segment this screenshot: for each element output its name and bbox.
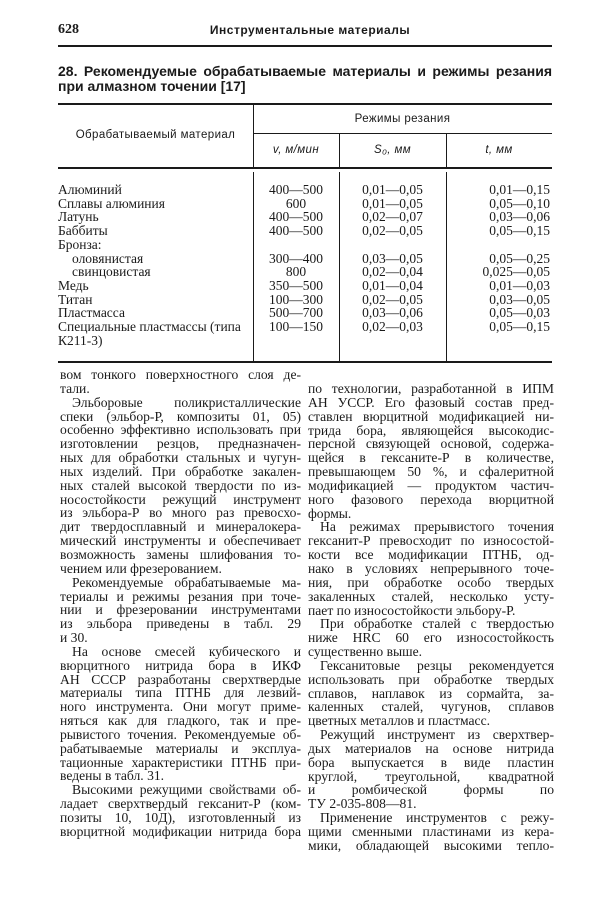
text-line: из эльбора приведены в табл. 29 bbox=[60, 616, 301, 632]
table-cell-s: 0,01—0,05 bbox=[362, 195, 423, 211]
text-line: цветных металлов и пластмасс. bbox=[308, 713, 491, 729]
table-cell-s: 0,02—0,04 bbox=[362, 264, 423, 280]
table-cell-s: 0,02—0,03 bbox=[362, 319, 423, 334]
table-cell-material: Титан bbox=[58, 291, 93, 307]
table-header-rule bbox=[58, 167, 552, 169]
text-line: персной связующей основой, содержа- bbox=[308, 436, 554, 452]
text-line: сплавов, наплавок из сормайта, за- bbox=[308, 685, 554, 701]
header-t: t, мм bbox=[485, 144, 513, 156]
text-line: тационные характеристики ПТНБ при- bbox=[60, 754, 301, 770]
text-line: и ромбической формы по bbox=[308, 782, 554, 798]
table-cell-t: 0,025—0,05 bbox=[482, 264, 550, 280]
table-cell-s: 0,02—0,05 bbox=[362, 223, 423, 239]
table-cell-v: 800 bbox=[285, 264, 307, 280]
table-caption: 28. Рекомендуемые обрабатываемые материалы и режимы резания при алмазном точении [17] bbox=[58, 63, 552, 94]
text-line: модификацией — продуктом частич- bbox=[308, 477, 554, 493]
text-line: использовать при обработке твердых bbox=[308, 671, 554, 687]
header-s: S₀, мм bbox=[373, 144, 412, 156]
table-cell-material: Бронза: bbox=[58, 236, 102, 252]
table-cell-v: 400—500 bbox=[269, 223, 323, 239]
text-line: вом тонкого поверхностного слоя де- bbox=[60, 367, 301, 382]
text-line: щейся в гексаните-Р в количестве, bbox=[308, 450, 554, 466]
text-line: АН УССР. Его фазовый состав пред- bbox=[308, 394, 554, 410]
text-line: превышающем 50 %, и сфалеритной bbox=[308, 464, 554, 480]
table-cell-s: 0,01—0,05 bbox=[362, 182, 423, 197]
table-cell-s: 0,02—0,07 bbox=[362, 209, 423, 225]
table-cell-material: Пластмасса bbox=[58, 305, 125, 321]
table-cell-v: 400—500 bbox=[269, 182, 323, 197]
table-cell-v: 500—700 bbox=[269, 305, 323, 321]
table-cell-t: 0,05—0,10 bbox=[489, 195, 550, 211]
left-text-column bbox=[60, 368, 301, 839]
table-cell-t: 0,05—0,15 bbox=[489, 319, 550, 334]
table-cell-v: 100—150 bbox=[269, 319, 323, 334]
text-line: гексанит-Р превосходит по износостой- bbox=[308, 533, 554, 549]
text-line: Эльборовые поликристаллические bbox=[72, 394, 301, 410]
text-line: изготовлении резцов, предназначен- bbox=[60, 436, 301, 452]
text-line: позиты 10, 10Д), изготовленный из bbox=[60, 810, 301, 825]
text-line: Высокими режущими свойствами об- bbox=[72, 782, 301, 798]
table-cell-material: оловянистая bbox=[72, 250, 144, 266]
table-cell-t: 0,03—0,06 bbox=[489, 209, 550, 225]
text-line: материалы типа ПТНБ для лезвий- bbox=[60, 685, 301, 701]
table-cell-material: К211-3) bbox=[58, 332, 103, 348]
text-line: нако в условиях непрерывного точе- bbox=[308, 560, 554, 576]
table-cell-s: 0,03—0,05 bbox=[362, 250, 423, 266]
text-line: Рекомендуемые обрабатываемые ма- bbox=[72, 574, 301, 590]
text-line: ных сталей высокой твердости по из- bbox=[60, 477, 301, 493]
table-cell-s: 0,02—0,05 bbox=[362, 291, 423, 307]
text-line: ного инструмента. Они могут приме- bbox=[60, 699, 301, 715]
text-line: щими сменными пластинами из кера- bbox=[308, 824, 554, 839]
table-cell-t: 0,05—0,15 bbox=[489, 223, 550, 239]
table-cell-material: Баббиты bbox=[58, 223, 108, 239]
group-rule bbox=[253, 133, 552, 134]
text-line: возможность замены шлифования то- bbox=[60, 546, 301, 562]
text-line: териалы и режимы резания при точе- bbox=[60, 588, 301, 604]
text-line: ных изделий. При обработке закален- bbox=[60, 463, 301, 479]
text-line: формы. bbox=[308, 505, 352, 521]
text-line: дит твердосплавный и минералокера- bbox=[60, 519, 301, 535]
header-material: Обрабатываемый материал bbox=[75, 129, 236, 141]
text-line: особенно эффективно использовать при bbox=[60, 422, 301, 438]
table-cell-v: 100—300 bbox=[269, 291, 323, 307]
table-cell-s: 0,03—0,06 bbox=[362, 305, 423, 321]
page-number: 628 bbox=[58, 22, 79, 37]
text-line: нии и фрезеровании инструментами bbox=[60, 602, 301, 618]
text-line: вюрцитной модификации нитрида бора bbox=[60, 823, 301, 839]
header-v: v, м/мин bbox=[272, 144, 320, 156]
text-line: На основе смесей кубического и bbox=[72, 643, 301, 659]
text-line: ния, при обработке особо твердых bbox=[308, 574, 554, 590]
table-cell-t: 0,03—0,05 bbox=[489, 291, 550, 307]
table-cell-t: 0,05—0,03 bbox=[489, 305, 550, 321]
table-cell-material: свинцовистая bbox=[72, 264, 151, 280]
text-line: трида бора, являющейся высокодис- bbox=[308, 422, 554, 438]
table-cell-material: Сплавы алюминия bbox=[58, 195, 165, 211]
text-line: существенно выше. bbox=[308, 644, 423, 660]
text-line: спеки (эльбор-Р, композиты 01, 05) bbox=[60, 408, 301, 424]
table-cell-material: Медь bbox=[58, 277, 89, 293]
table-cell-t: 0,05—0,25 bbox=[489, 250, 550, 266]
text-line: ведены в табл. 31. bbox=[60, 768, 165, 784]
text-line: Режущий инструмент из сверхтвер- bbox=[320, 727, 554, 743]
text-line: и 30. bbox=[60, 630, 88, 646]
running-title: Инструментальные материалы bbox=[209, 23, 411, 37]
text-line: каленных сталей, чугунов, сплавов bbox=[308, 699, 554, 715]
table-cell-t: 0,01—0,03 bbox=[489, 277, 550, 293]
text-line: дых материалов на основе нитрида bbox=[308, 740, 554, 756]
header-rule bbox=[58, 45, 552, 47]
text-line: ного фазового перехода вюрцитной bbox=[308, 491, 554, 507]
text-line: ТУ 2-035-808—81. bbox=[308, 796, 417, 812]
table-cell-v: 400—500 bbox=[269, 209, 323, 225]
header-group: Режимы резания bbox=[354, 113, 451, 125]
text-line: На режимах прерывистого точения bbox=[320, 519, 554, 535]
text-line: вюрцитного нитрида бора в ИКФ bbox=[60, 657, 301, 673]
table-bottom-rule bbox=[58, 361, 552, 363]
table-cell-s: 0,01—0,04 bbox=[362, 277, 423, 293]
text-line: тали. bbox=[60, 380, 90, 396]
table-cell-v: 350—500 bbox=[269, 277, 323, 293]
text-line: ладает сверхтвердый гексанит-Р (ком- bbox=[60, 796, 301, 812]
table-cell-v: 300—400 bbox=[269, 250, 323, 266]
text-line: круглой, треугольной, квадратной bbox=[308, 768, 554, 784]
text-line: носостойкости режущий инструмент bbox=[60, 491, 301, 507]
text-line: рывистого точения. Рекомендуемые об- bbox=[60, 726, 301, 742]
table-cell-material: Латунь bbox=[58, 209, 99, 225]
text-line: из эльбора-Р во много раз превосхо- bbox=[60, 505, 301, 521]
text-line: При обработке сталей с твердостью bbox=[320, 616, 554, 632]
text-line: кости все модификации ПТНБ, од- bbox=[308, 547, 554, 563]
text-line: АН СССР разработаны сверхтвердые bbox=[60, 671, 301, 687]
text-line: мики, обладающей высокими тепло- bbox=[308, 837, 554, 853]
text-line: ных для обработки стальных и чугун- bbox=[60, 450, 301, 466]
table-top-rule bbox=[58, 103, 552, 105]
text-line: ниже HRC 60 его износостойкость bbox=[308, 630, 554, 646]
table-cell-v: 600 bbox=[285, 195, 307, 211]
table-cell-material: Специальные пластмассы (типа bbox=[58, 319, 241, 334]
text-line: чением или фрезерованием. bbox=[60, 560, 222, 576]
right-text-column bbox=[308, 382, 554, 853]
text-line: закаленных сталей, несколько усту- bbox=[308, 588, 554, 604]
text-line: рабатываемые материалы и эксплуа- bbox=[60, 740, 301, 756]
text-line: ставлен вюрцитной модификацией ни- bbox=[308, 408, 554, 424]
table-cell-material: Алюминий bbox=[58, 182, 122, 197]
text-line: пает по износостойкости эльбору-Р. bbox=[308, 602, 516, 618]
text-line: бора выпускается в виде пластин bbox=[308, 754, 554, 770]
text-line: Применение инструментов с режу- bbox=[320, 810, 554, 826]
table-cell-t: 0,01—0,15 bbox=[489, 182, 550, 197]
text-line: мический инструменты и обеспечивает bbox=[60, 533, 301, 549]
text-line: няться как для гладкого, так и пре- bbox=[60, 713, 301, 729]
text-line: по технологии, разработанной в ИПМ bbox=[308, 381, 554, 396]
text-line: Гексанитовые резцы рекомендуется bbox=[320, 657, 554, 673]
